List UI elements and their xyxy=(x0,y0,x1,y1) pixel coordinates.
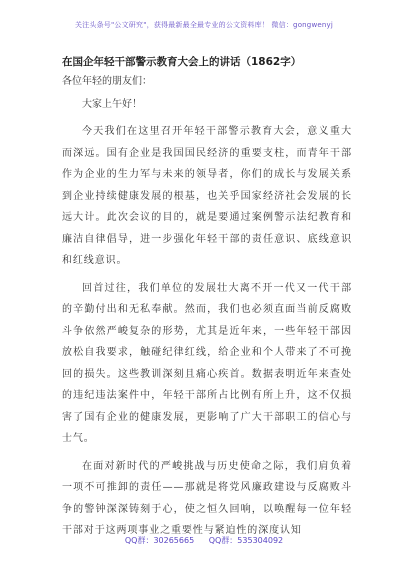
salutation: 各位年轻的朋友们： xyxy=(62,76,152,87)
paragraph-3: 在面对新时代的严峻挑战与历史使命之际，我们肩负着一项不可推卸的责任——那就是将党风廉政建设与反腐败斗争的警钟深深铸刻于心，使之恒久回响，以唤醒每一位年轻干部对于这两项事业之重要性与紧迫性的深度认知 xyxy=(62,460,352,536)
footer-qq-group-1: QQ群：30265665 xyxy=(124,536,195,545)
document-title: 在国企年轻干部警示教育大会上的讲话（1862字） xyxy=(62,56,302,68)
header-promo-note: 关注头条号"公文研究"，获得最新最全最专业的公文资料库！ 微信：gongwenyj xyxy=(74,21,334,29)
paragraph-2: 回首过往，我们单位的发展壮大离不开一代又一代干部的辛勤付出和无私奉献。然而，我们也必须直面当前反腐败斗争依然严峻复杂的形势，尤其是近年来，一些年轻干部因放松自我要求，触碰纪律红线，给企业和个人带来了不可挽回的损失。这些教训深刻且痛心疾首。数据表明近年来查处的违纪违法案件中，年轻干部所占比例有所上升，这不仅损害了国有企业的健康发展，更影响了广大干部职工的信心与士气。 xyxy=(62,282,352,444)
paragraph-1: 今天我们在这里召开年轻干部警示教育大会，意义重大而深远。国有企业是我国国民经济的重要支柱，而青年干部作为企业的生力军与未来的领导者，你们的成长与发展关系到企业持续健康发展的根基，也关乎国家经济社会发展的长远大计。此次会议的目的，就是要通过案例警示法纪教育和廉洁自律倡导，进一步强化年轻干部的责任意识、底线意识和红线意识。 xyxy=(62,126,352,266)
footer-qq-group-2: QQ群：535304092 xyxy=(208,536,284,545)
greeting: 大家上午好！ xyxy=(82,99,142,110)
footer-contact xyxy=(0,535,408,546)
document-body xyxy=(62,55,352,548)
